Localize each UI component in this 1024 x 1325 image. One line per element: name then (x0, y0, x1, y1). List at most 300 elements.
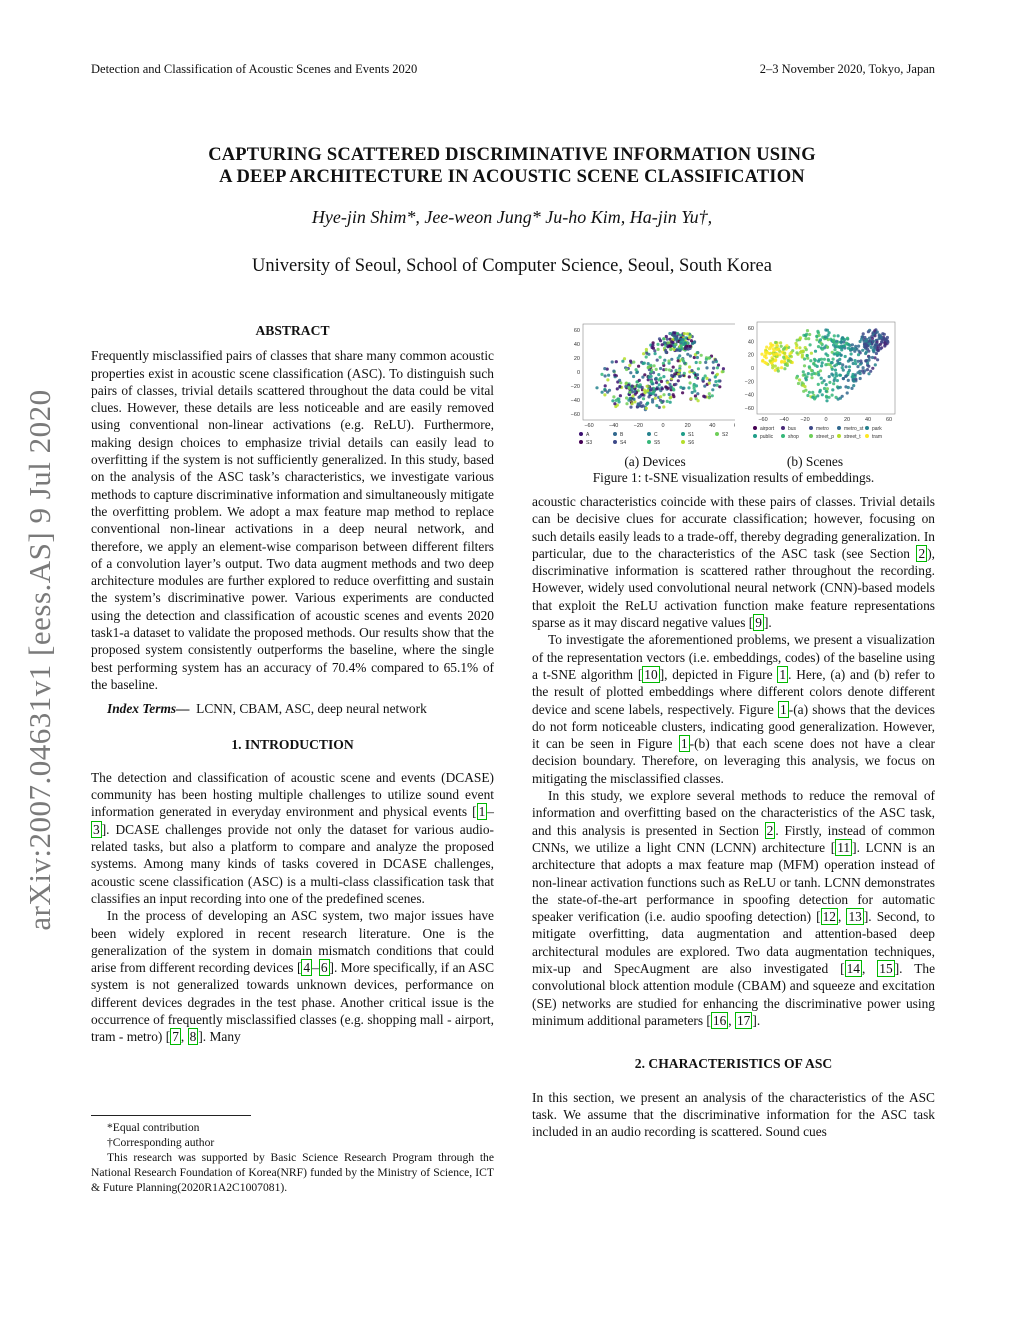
scatter-point (708, 382, 711, 385)
y-tick-label: 40 (573, 342, 580, 348)
scatter-point (876, 330, 879, 333)
citation-link[interactable]: 11 (837, 839, 851, 855)
scatter-point (637, 365, 640, 368)
citation-link[interactable]: 1 (478, 804, 486, 820)
scatter-point (649, 364, 652, 367)
scatter-point (601, 391, 604, 394)
scatter-point (837, 398, 840, 401)
legend-label: S6 (688, 440, 695, 446)
legend (753, 426, 882, 440)
scatter-point (873, 346, 876, 349)
legend-label: park (872, 426, 882, 432)
y-tick-label: 40 (747, 339, 754, 346)
scatter-point (824, 335, 827, 338)
citation-link[interactable]: 13 (848, 909, 862, 925)
scatter-point (821, 361, 824, 364)
scatter-point (655, 381, 658, 384)
scatter-point (857, 353, 860, 356)
scatter-point (820, 364, 823, 367)
scatter-point (650, 387, 653, 390)
scatter-point (646, 402, 649, 405)
scatter-point (817, 373, 820, 376)
x-tick-label: −60 (584, 423, 594, 429)
citation-link[interactable]: 15 (879, 961, 893, 977)
scatter-point (628, 387, 631, 390)
figure-link[interactable]: 1 (779, 666, 787, 682)
affiliation: University of Seoul, School of Computer Science, Seoul, South Korea (252, 256, 772, 276)
section-link[interactable]: 2 (766, 822, 774, 838)
scatter-point (678, 369, 681, 372)
scatter-point (824, 363, 827, 366)
scatter-point (663, 341, 666, 344)
footnote-rule (91, 1115, 251, 1116)
subcaption-a: (a) Devices (624, 454, 686, 469)
scatter-point (801, 353, 804, 356)
scatter-point (836, 362, 839, 365)
scatter-point (656, 359, 659, 362)
scatter-point (831, 394, 834, 397)
scatter-point (664, 349, 667, 352)
scatter-point (630, 388, 633, 391)
scatter-point (831, 388, 834, 391)
legend-label: street_t (844, 434, 861, 440)
scatter-point (836, 379, 839, 382)
scatter-point (817, 345, 820, 348)
scatter-point (807, 372, 810, 375)
scatter-point (645, 355, 648, 358)
scatter-point (713, 384, 716, 387)
scatter-point (672, 366, 675, 369)
scatter-point (847, 371, 850, 374)
scatter-point (628, 391, 631, 394)
figure-1b (735, 318, 905, 452)
scatter-point (859, 340, 862, 343)
y-tick-label: 20 (747, 352, 754, 359)
scatter-point (625, 382, 628, 385)
running-header-right: 2–3 November 2020, Tokyo, Japan (759, 62, 935, 76)
scatter-point (603, 388, 606, 391)
scatter-point (852, 384, 855, 387)
legend-label: S5 (654, 440, 661, 446)
scatter-point (868, 337, 871, 340)
legend-marker (753, 426, 757, 430)
scatter-point (769, 342, 772, 345)
scatter-point (823, 379, 826, 382)
scatter-point (846, 337, 849, 340)
scatter-point (684, 342, 687, 345)
legend-label: metro_st (844, 426, 864, 432)
scatter-point (647, 366, 650, 369)
scatter-point (668, 393, 671, 396)
scatter-point (703, 395, 706, 398)
citation-link[interactable]: 7 (172, 1029, 179, 1045)
scatter-point (672, 387, 675, 390)
legend-marker (613, 432, 617, 436)
scatter-point (838, 358, 841, 361)
scatter-point (810, 369, 813, 372)
figure-1a (555, 318, 755, 452)
scatter-point (879, 343, 882, 346)
scatter-point (722, 367, 725, 370)
scatter-point (841, 363, 844, 366)
scatter-point (857, 345, 860, 348)
scatter-point (613, 402, 616, 405)
scatter-point (821, 348, 824, 351)
scatter-point (691, 391, 694, 394)
scatter-point (845, 365, 848, 368)
scatter-point (834, 369, 837, 372)
scatter-point (716, 373, 719, 376)
scatter-point (662, 405, 665, 408)
scatter-point (624, 385, 627, 388)
scatter-point (615, 360, 618, 363)
scatter-point (625, 368, 628, 371)
scatter-point (801, 381, 804, 384)
scatter-point (655, 368, 658, 371)
footnotes (91, 1120, 494, 1195)
scatter-point (797, 382, 800, 385)
scatter-point (855, 348, 858, 351)
scatter-point (711, 371, 714, 374)
scatter-point (875, 340, 878, 343)
scatter-point (787, 359, 790, 362)
scatter-point (669, 396, 672, 399)
scatter-point (859, 377, 862, 380)
scatter-point (686, 332, 689, 335)
scatter-point (823, 358, 826, 361)
scatter-point (708, 392, 711, 395)
scatter-point (777, 369, 780, 372)
scatter-point (819, 341, 822, 344)
citation-link[interactable]: 17 (736, 1012, 751, 1028)
scatter-point (871, 367, 874, 370)
scatter-point (645, 352, 648, 355)
scatter-point (708, 357, 711, 360)
scatter-point (686, 353, 689, 356)
scatter-point (805, 348, 808, 351)
scatter-point (662, 400, 665, 403)
legend-marker (647, 432, 651, 436)
scatter-point (714, 375, 717, 378)
subcaption-b: (b) Scenes (786, 454, 844, 469)
scatter-point (625, 402, 628, 405)
figure-link[interactable]: 1 (680, 736, 688, 752)
scatter-point (662, 337, 665, 340)
scatter-point (768, 347, 771, 350)
scatter-point (669, 347, 672, 350)
scatter-point (631, 402, 634, 405)
scatter-point (645, 407, 648, 410)
x-tick-label: −60 (758, 417, 768, 423)
scatter-point (845, 374, 848, 377)
scatter-point (831, 368, 834, 371)
left-column (91, 322, 494, 1046)
abstract-text: Frequently misclassified pairs of classes that share many common acoustic properties exist in acoustic scene classification (ASC). To distinguish such pairs of classes, trivial details scattered throughout the data could be vital clues. However, these details are less noticeable and are easily removed using conventional non-linear activations (e.g. ReLU). Furthermore, making design choices to emphasize trivial details can easily lead to overfitting if the system is not sufficiently generalized. In this study, based on the analysis of the ASC task’s characteristics, we investigate various methods to capture discriminative information and simultaneously mitigate the overfitting problem. We adopt a max feature map method to replace conventional non-linear activations in a deep neural network, and therefore, we apply an element-wise comparison between different filters of a convolution layer’s output. Two data augment methods and two deep architecture modules are further explored to reduce overfitting and sustain the system’s discriminative power. Various experiments are conducted using the detection and classification of acoustic scenes and events 2020 task1-a dataset to validate the proposed methods. Our results show that the proposed system consistently outperforms the baseline, where the single best performing system has an accuracy of 70.4% compared to 65.1% of the baseline. (91, 348, 494, 692)
scatter-point (837, 334, 840, 337)
scatter-point (780, 360, 783, 363)
scatter-point (690, 369, 693, 372)
citation-link[interactable]: 9 (755, 615, 762, 631)
scatter-point (604, 374, 607, 377)
scatter-point (838, 346, 841, 349)
scatter-point (637, 403, 640, 406)
scatter-point (842, 345, 845, 348)
legend-label: S2 (722, 432, 729, 438)
scatter-point (815, 338, 818, 341)
scatter-point (811, 391, 814, 394)
scatter-point (712, 361, 715, 364)
scatter-point (689, 345, 692, 348)
scatter-point (657, 348, 660, 351)
scatter-point (807, 337, 810, 340)
scatter-point (703, 385, 706, 388)
scatter-point (848, 365, 851, 368)
scatter-point (696, 356, 699, 359)
scatter-point (670, 340, 673, 343)
scatter-point (674, 383, 677, 386)
scatter-point (783, 360, 786, 363)
scatter-point (842, 377, 845, 380)
x-tick-label: 20 (843, 417, 851, 423)
scatter-point (837, 386, 840, 389)
x-tick-label: 0 (824, 417, 828, 423)
legend-marker (809, 434, 813, 438)
scatter-point (631, 394, 634, 397)
scatter-point (722, 370, 725, 373)
section-2-paragraph-1: In this section, we present an analysis of the characteristics of the ASC task. We assume that the discriminative information for the ASC task included in an audio recording is scattered. Sound cues (532, 1089, 935, 1140)
scatter-point (689, 397, 692, 400)
scatter-point (670, 374, 673, 377)
scatter-point (693, 356, 696, 359)
scatter-point (845, 342, 848, 345)
y-tick-label: 0 (750, 366, 754, 372)
scatter-point (832, 358, 835, 361)
scatter-point (806, 329, 809, 332)
scatter-point (679, 340, 682, 343)
scatter-point (662, 362, 665, 365)
scatter-point (678, 349, 681, 352)
scatter-point (808, 333, 811, 336)
scatter-point (694, 394, 697, 397)
scatter-point (772, 347, 775, 350)
scatter-point (815, 335, 818, 338)
scatter-point (656, 343, 659, 346)
scatter-point (677, 379, 680, 382)
scatter-point (625, 396, 628, 399)
scatter-point (813, 358, 816, 361)
figure-link[interactable]: 1 (780, 701, 787, 717)
scatter-point (700, 354, 703, 357)
scatter-point (672, 395, 675, 398)
scatter-point (840, 341, 843, 344)
scatter-point (687, 348, 690, 351)
scatter-point (864, 343, 867, 346)
citation-link[interactable]: 16 (712, 1012, 727, 1028)
scatter-point (795, 344, 798, 347)
legend-marker (613, 440, 617, 444)
scatter-point (856, 365, 859, 368)
y-tick-label: 60 (573, 328, 580, 334)
scatter-point (851, 343, 854, 346)
scatter-point (716, 366, 719, 369)
footnote-funding: This research was supported by Basic Science Research Program through the National Research Foundation of Korea(NRF) funded by the Ministry of Science, ICT & Future Planning(2020R1A2C1007081). (91, 1151, 494, 1194)
scatter-point (681, 391, 684, 394)
scatter-point (777, 367, 780, 370)
scatter-point (825, 383, 828, 386)
citation-link[interactable]: 12 (822, 909, 836, 925)
legend-label: street_p (816, 434, 835, 440)
scatter-point (789, 352, 792, 355)
scatter-point (783, 352, 786, 355)
scatter-point (676, 332, 679, 335)
scatter-point (870, 346, 873, 349)
scatter-point (607, 374, 610, 377)
scatter-point (783, 367, 786, 370)
x-tick-label: 0 (661, 423, 665, 429)
legend-label: S3 (586, 440, 593, 446)
scatter-point (802, 390, 805, 393)
index-terms: Index Terms— LCNN, CBAM, ASC, deep neural network (107, 701, 427, 717)
scatter-point (683, 332, 686, 335)
scatter-point (717, 379, 720, 382)
scatter-point (809, 359, 812, 362)
scatter-point (679, 334, 682, 337)
scatter-point (836, 351, 839, 354)
scatter-point (774, 369, 777, 372)
section-link[interactable]: 2 (918, 545, 926, 561)
scatter-point (833, 334, 836, 337)
scatter-point (826, 346, 829, 349)
scatter-point (819, 369, 822, 372)
scatter-point (697, 399, 700, 402)
scatter-point (711, 388, 714, 391)
scatter-point (650, 380, 653, 383)
scatter-point (795, 376, 798, 379)
y-tick-label: 60 (747, 326, 754, 332)
section-2-heading: 2. CHARACTERISTICS OF ASC (634, 1056, 833, 1072)
scatter-point (669, 345, 672, 348)
scatter-point (606, 391, 609, 394)
citation-link[interactable]: 4 (303, 960, 311, 976)
x-tick-label: 20 (684, 423, 691, 429)
scatter-point (771, 366, 774, 369)
scatter-point (659, 395, 662, 398)
legend-label: public (760, 434, 774, 440)
scatter-point (803, 364, 806, 367)
scatter-point (825, 395, 828, 398)
scatter-point (858, 370, 861, 373)
scatter-point (704, 361, 707, 364)
scatter-point (603, 393, 606, 396)
scatter-point (846, 391, 849, 394)
right-paragraph-2: To investigate the aforementioned problems, we present a visualization of the representation vectors (i.e. embeddings, codes) of the baseline using a t-SNE algorithm [ 10 ], depicted in Figure 1 . Here, (a) and (b) refer to the result of plotted embeddings where different colors denote different device and scene labels, respectively. Figure 1 -(a) shows that the devices do not form noticeable clusters, indicating good generalization. However, it can be seen in Figure 1 -(b) that each scene does not have a clear decision boundary. Therefore, on leveraging this analysis, we focus on mitigating the misclassified classes. (532, 632, 935, 786)
scatter-point (714, 380, 717, 383)
scatter-point (804, 337, 807, 340)
right-column (532, 493, 935, 1140)
legend-marker (837, 434, 841, 438)
citation-link[interactable]: 3 (93, 821, 100, 837)
scatter-point (770, 362, 773, 365)
scatter-point (654, 397, 657, 400)
scatter-point (635, 368, 638, 371)
scatter-point (835, 374, 838, 377)
y-tick-label: −40 (744, 392, 754, 399)
scatter-point (865, 339, 868, 342)
scatter-point (663, 359, 666, 362)
right-paragraph-3: In this study, we explore several methods to reduce the removal of information and overfitting based on the characteristics of the ASC task, and this analysis is presented in Section 2 . Firstly, instead of common CNNs, we utilize a light CNN (LCNN) architecture [ 11 ]. LCNN is an architecture that adopts a max feature map (MFM) operation instead of non-linear activation functions such as ReLU or tanh. LCNN demonstrates the state-of-the-art performance in spoofing detection for automatic speaker verification (i.e. audio spoofing detection) [ 12 , 13 ]. Second, to mitigate overfitting, data augmentation and attention-based deep architectural modules are explored. Two data augmentation techniques, mix-up and SpecAugment are also investigated [ 14 , 15 ]. The convolutional block attention module (CBAM) and squeeze and excitation (SE) networks are studied for enhancing the discriminative power using minimum additional parameters [ 16 , 17 ]. (532, 788, 936, 1028)
scatter-point (857, 360, 860, 363)
legend-marker (579, 432, 583, 436)
scatter-point (611, 399, 614, 402)
scatter-point (643, 389, 646, 392)
scatter-point (803, 385, 806, 388)
scatter-point (688, 365, 691, 368)
scatter-point (868, 329, 871, 332)
legend-marker (715, 432, 719, 436)
scatter-point (677, 359, 680, 362)
scatter-point (760, 353, 763, 356)
scatter-point (854, 359, 857, 362)
scatter-point (851, 375, 854, 378)
scatter-point (618, 379, 621, 382)
scatter-point (667, 359, 670, 362)
scatter-point (692, 384, 695, 387)
scatter-point (798, 378, 801, 381)
scatter-point (653, 349, 656, 352)
scatter-point (780, 366, 783, 369)
scatter-point (821, 393, 824, 396)
scatter-point (850, 348, 853, 351)
paper-title: CAPTURING SCATTERED DISCRIMINATIVE INFORMATION USING A DEEP ARCHITECTURE IN ACOUSTIC SCENE CLASSIFICATION (208, 145, 816, 187)
scatter-point (619, 394, 622, 397)
scatter-point (874, 363, 877, 366)
citation-link[interactable]: 8 (189, 1029, 197, 1045)
scatter-point (816, 394, 819, 397)
scatter-point (646, 389, 649, 392)
scatter-point (690, 339, 693, 342)
legend-label: B (620, 432, 624, 438)
legend-marker (865, 434, 869, 438)
citation-link[interactable]: 14 (846, 961, 860, 977)
scatter-point (812, 362, 815, 365)
scatter-point (632, 375, 635, 378)
scatter-point (632, 398, 635, 401)
scatter-point (708, 379, 711, 382)
scatter-point (679, 386, 682, 389)
y-tick-label: −20 (744, 379, 754, 386)
scatter-point (678, 365, 681, 368)
scatter-point (811, 396, 814, 399)
scatter-point (615, 399, 618, 402)
scatter-point (673, 345, 676, 348)
legend-marker (837, 426, 841, 430)
scatter-point (765, 356, 768, 359)
scatter-point (621, 360, 624, 363)
scatter-point (776, 348, 779, 351)
scatter-point (871, 356, 874, 359)
scatter-point (683, 372, 686, 375)
scatter-point (854, 345, 857, 348)
scatter-point (645, 348, 648, 351)
citation-link[interactable]: 6 (320, 960, 328, 976)
scatter-point (862, 366, 865, 369)
scatter-point (661, 387, 664, 390)
scatter-point (820, 377, 823, 380)
tsne-scenes-plot (735, 318, 905, 452)
citation-link[interactable]: 10 (644, 666, 658, 682)
scatter-point (613, 374, 616, 377)
scatter-point (805, 333, 808, 336)
